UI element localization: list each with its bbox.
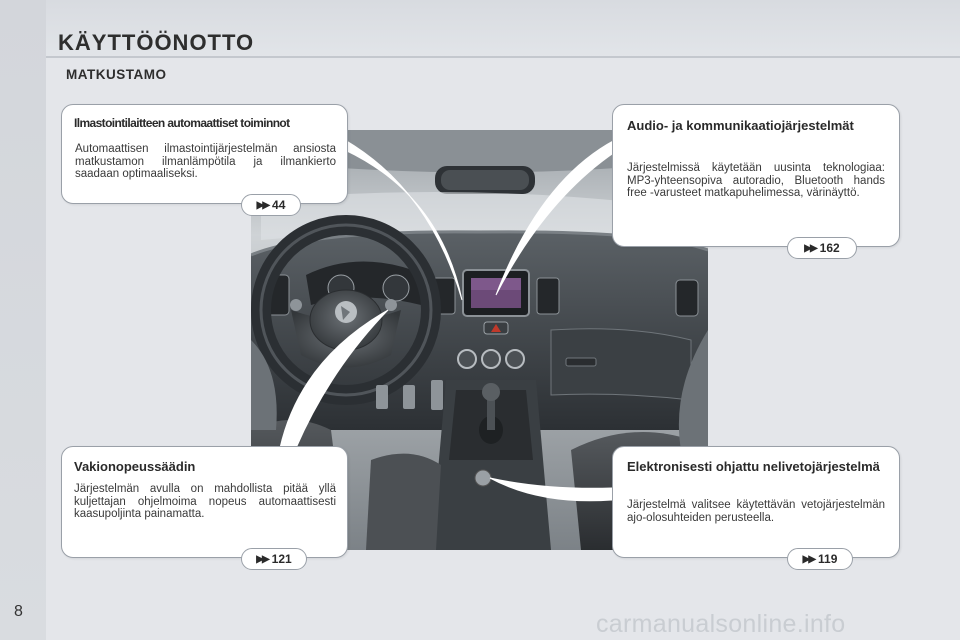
page-ref-number: 44 bbox=[272, 198, 286, 212]
callout-audio bbox=[612, 104, 900, 247]
page-number: 8 bbox=[14, 603, 23, 620]
callout-audio-text: Järjestelmissä käytetään uusinta teknologiaa: MP3-yhteensopiva autoradio, Bluetooth hands free -varusteet matkapuhelimessa, värinäyttö. bbox=[627, 162, 885, 199]
double-arrow-icon: ▶▶ bbox=[256, 553, 268, 565]
callout-cruise-title: Vakionopeussäädin bbox=[74, 459, 196, 474]
double-arrow-icon: ▶▶ bbox=[804, 242, 816, 254]
callout-climate-title: Ilmastointilaitteen automaattiset toiminnot bbox=[74, 116, 290, 130]
watermark: carmanualsonline.info bbox=[596, 610, 846, 638]
double-arrow-icon: ▶▶ bbox=[802, 553, 815, 565]
callout-climate-text: Automaattisen ilmastointijärjestelmän ansiosta matkustamon ilmanlämpötila ja ilmankierto saadaan optimaaliseksi. bbox=[75, 143, 336, 180]
page-ref-number: 121 bbox=[271, 552, 292, 566]
callout-audio-title: Audio- ja kommunikaatiojärjestelmät bbox=[627, 118, 854, 133]
page-ref-44[interactable] bbox=[241, 194, 301, 216]
page-ref-number: 119 bbox=[818, 552, 838, 566]
page-ref-119[interactable] bbox=[787, 548, 853, 570]
page-ref-162[interactable] bbox=[787, 237, 857, 259]
page-ref-121[interactable] bbox=[241, 548, 307, 570]
callout-awd bbox=[612, 446, 900, 558]
callout-climate bbox=[61, 104, 348, 204]
section-title: MATKUSTAMO bbox=[66, 67, 167, 82]
callout-awd-title: Elektronisesti ohjattu nelivetojärjestelmä bbox=[627, 459, 880, 474]
page-ref-number: 162 bbox=[819, 241, 840, 255]
callout-cruise-control bbox=[61, 446, 348, 558]
double-arrow-icon: ▶▶ bbox=[256, 199, 269, 211]
page-title: KÄYTTÖÖNOTTO bbox=[58, 30, 255, 55]
callout-cruise-text: Järjestelmän avulla on mahdollista pitää yllä kuljettajan ohjelmoima nopeus automaattisesti kaasupoljinta painamatta. bbox=[74, 483, 336, 520]
callout-awd-text: Järjestelmä valitsee käytettävän vetojärjestelmän ajo-olosuhteiden perusteella. bbox=[627, 499, 885, 524]
